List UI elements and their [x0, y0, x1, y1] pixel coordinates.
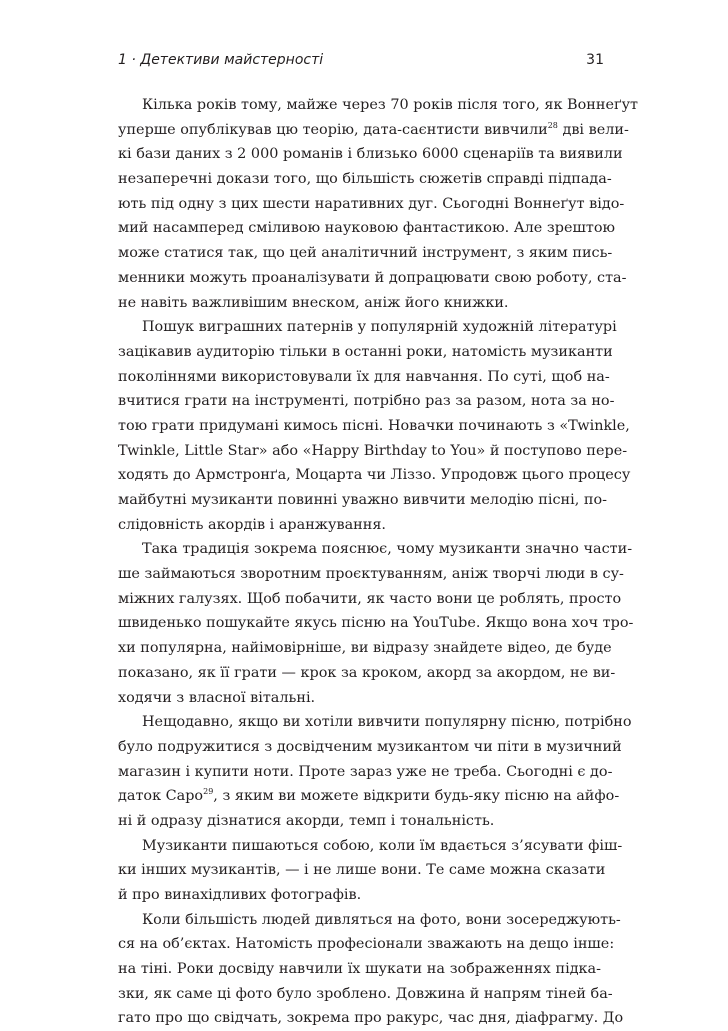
running-header	[118, 52, 604, 76]
text-line: Пошук виграшних патернів у популярній художній літературі	[142, 319, 617, 336]
text-span: дві вели-	[557, 121, 629, 138]
paragraph-6	[118, 908, 624, 1031]
text-line: показано, як її грати — крок за кроком, акорд за акордом, не ви-	[118, 664, 616, 681]
text-line	[118, 118, 629, 143]
text-line: поколіннями використовували їх для навчання. По суті, щоб на-	[118, 368, 610, 385]
text-line: ся на об’єктах. Натомість професіонали зважають на дещо інше:	[118, 936, 615, 953]
text-line: Кілька років тому, майже через 70 років після того, як Воннеґут	[142, 97, 639, 113]
text-span: , з яким ви можете відкрити будь-яку пісню на айфо-	[213, 788, 620, 805]
text-line: зацікавив аудиторію тільки в останні роки, натомість музиканти	[118, 343, 613, 360]
text-line: швиденько пошукайте якусь пісню на YouTube. Якщо вона хоч тро-	[118, 615, 634, 632]
text-line: Така традиція зокрема пояснює, чому музиканти значно части-	[142, 541, 633, 558]
text-line: зки, як саме ці фото було зроблено. Довжина й напрям тіней ба-	[118, 985, 613, 1002]
text-line: магазин і купити ноти. Проте зараз уже не треба. Сьогодні є до-	[118, 763, 613, 780]
text-line: Музиканти пишаються собою, коли їм вдається з’ясувати фіш-	[142, 837, 623, 854]
text-line: міжних галузях. Щоб побачити, як часто вони це роблять, просто	[118, 590, 622, 607]
text-line: слідовність акордів і аранжування.	[118, 516, 387, 533]
footnote-marker[interactable]: 28	[547, 120, 558, 130]
text-span: даток Capo	[118, 788, 204, 805]
page-number: 31	[586, 52, 604, 68]
text-span: бази даних з 2 000 романів і близько 6000 сценаріїв та виявили	[136, 146, 623, 163]
text-line: ні й одразу дізнатися акорди, темп і тональність.	[118, 812, 495, 829]
text-line: може статися так, що цей аналітичний інструмент, з яким пись-	[118, 245, 613, 262]
text-line: незаперечні докази того, що більшість сюжетів справді підпада-	[118, 171, 612, 188]
text-line: хи популярна, найімовірніше, ви відразу знайдете відео, де буде	[118, 640, 612, 657]
paragraph-5	[118, 834, 623, 908]
text-line: ше займаються зворотним проєктуванням, аніж творчі люди в су-	[118, 566, 624, 583]
text-line: ходять до Армстронґа, Моцарта чи Ліззо. Упродовж цього процесу	[118, 467, 631, 484]
text-span: уперше опублікував цю теорію, дата-саєнтисти вивчили	[118, 121, 548, 138]
text-line: мий насамперед сміливою науковою фантастикою. Але зрештою	[118, 220, 616, 237]
text-line: й про винахідливих фотографів.	[118, 887, 362, 903]
paragraph-1	[118, 93, 639, 315]
text-line: ки інших музикантів, — і не лише вони. Те саме можна сказати	[118, 862, 606, 879]
text-line	[118, 142, 623, 167]
text-line: ходячи з власної вітальні.	[118, 689, 316, 706]
text-span: кі	[118, 146, 132, 163]
text-line: тою грати придумані кимось пісні. Новачки починають з «Twinkle,	[118, 417, 630, 434]
text-line: майбутні музиканти повинні уважно вивчити мелодію пісні, по-	[118, 492, 607, 508]
text-line: менники можуть проаналізувати й допрацювати свою роботу, ста-	[118, 269, 627, 286]
text-line: вчитися грати на інструменті, потрібно раз за разом, нота за но-	[118, 393, 615, 410]
chapter-title: 1 · Детективи майстерності	[118, 52, 324, 68]
text-line: гато про що свідчать, зокрема про ракурс, час дня, діафрагму. До	[118, 1010, 624, 1027]
paragraph-3	[118, 537, 634, 710]
text-line: не навіть важливішим внеском, аніж його книжки.	[118, 294, 509, 311]
paragraph-2	[118, 315, 631, 537]
body-text	[118, 93, 639, 1031]
text-line: Коли більшість людей дивляться на фото, вони зосереджують-	[142, 911, 621, 928]
text-line	[118, 784, 620, 809]
text-line: ють під одну з цих шести наративних дуг. Сьогодні Воннеґут відо-	[118, 195, 625, 212]
text-line: Нещодавно, якщо ви хотіли вивчити популярну пісню, потрібно	[142, 714, 632, 731]
text-line: Twinkle, Little Star» або «Happy Birthday to You» й поступово пере-	[118, 442, 628, 459]
text-line: на тіні. Роки досвіду навчили їх шукати на зображеннях підка-	[118, 961, 601, 978]
paragraph-4	[118, 710, 632, 833]
text-line: було подружитися з досвідченим музикантом чи піти в музичний	[118, 738, 622, 755]
footnote-marker[interactable]: 29	[203, 787, 214, 797]
